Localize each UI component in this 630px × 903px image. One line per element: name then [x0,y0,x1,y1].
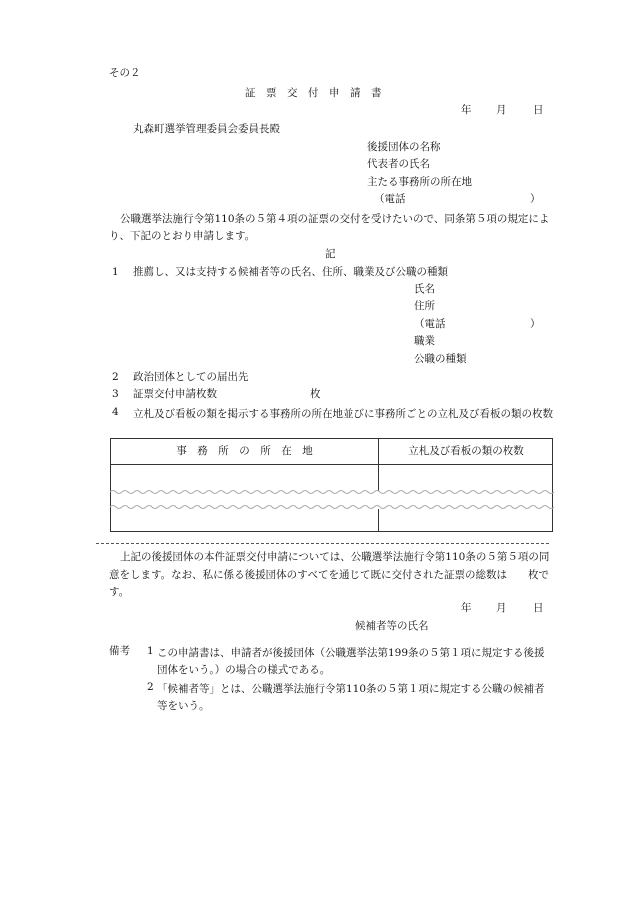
signboard-table [110,438,553,532]
item4-text: 立札及び看板の類を掲示する事務所の所在地並びに事務所ごとの立札及び看板の類の枚数 [133,408,553,420]
date-month: 月 [496,104,507,116]
item1-text: 推薦し、又は支持する候補者等の氏名、住所、職業及び公職の種類 [133,266,448,278]
table-break-bottom [110,504,555,510]
candidate-name-label: 候補者等の氏名 [355,620,429,632]
dashed-divider [96,543,549,544]
table-header-count: 立札及び看板の類の枚数 [408,445,524,457]
addressee: 丸森町選挙管理委員会委員長殿 [133,123,280,135]
applicant-phone: （電話 [374,193,406,205]
applicant-rep-name: 代表者の氏名 [367,158,430,170]
consent-year: 年 [461,602,472,614]
item1-name-label: 氏名 [414,283,435,295]
document-title: 証 票 交 付 申 請 書 [245,87,382,99]
consent-day: 日 [533,602,544,614]
break-wave-top [110,491,554,494]
form-label: その２ [109,67,141,79]
table-break-top [110,489,555,495]
item2-text: 政治団体としての届出先 [133,371,249,383]
table-header-divider [111,464,552,465]
item1-phone-close: ） [530,318,541,330]
applicant-group-name: 後援団体の名称 [367,141,441,153]
notes-label: 備考 [109,645,130,657]
note1-number: 1 [147,645,154,657]
item1-address-label: 住所 [414,300,435,312]
consent-paragraph: 上記の後援団体の本件証票交付申請については、公職選挙法施行令第110条の５第５項の同意をします。なお、私に係る後援団体のすべてを通じて既に交付された証票の総数は 枚です。 [109,551,550,598]
table-column-divider-top [378,439,379,491]
table-column-divider-bottom [378,509,379,531]
date-year: 年 [461,104,472,116]
applicant-phone-close: ） [530,193,541,205]
intro-paragraph: 公職選挙法施行令第110条の５第４項の証票の交付を受けたいので、同条第５項の規定により、下記のとおり申請します。 [109,213,550,242]
item1-occupation-label: 職業 [414,335,435,347]
applicant-office-address: 主たる事務所の所在地 [367,176,472,188]
item3-text: 証票交付申請枚数 [133,388,217,400]
note2-number: 2 [147,681,154,693]
break-wave-bottom [110,506,554,509]
item3-unit: 枚 [310,388,321,400]
item3-number: 3 [112,388,119,400]
item4-number: 4 [112,406,119,418]
item1-number: 1 [112,266,119,278]
ki-heading: 記 [325,248,336,260]
item1-office-type-label: 公職の種類 [414,353,467,365]
table-header-address: 事 務 所 の 所 在 地 [176,445,313,457]
note1-text: この申請書は、申請者が後援団体（公職選挙法第199条の５第１項に規定する後援団体をいう。）の場合の様式である。 [157,647,545,676]
note2-text: 「候補者等」とは、公職選挙法施行令第110条の５第１項に規定する公職の候補者等をいう。 [157,683,545,712]
item1-phone: （電話 [414,318,446,330]
date-day: 日 [533,104,544,116]
consent-month: 月 [496,602,507,614]
item2-number: 2 [112,371,119,383]
